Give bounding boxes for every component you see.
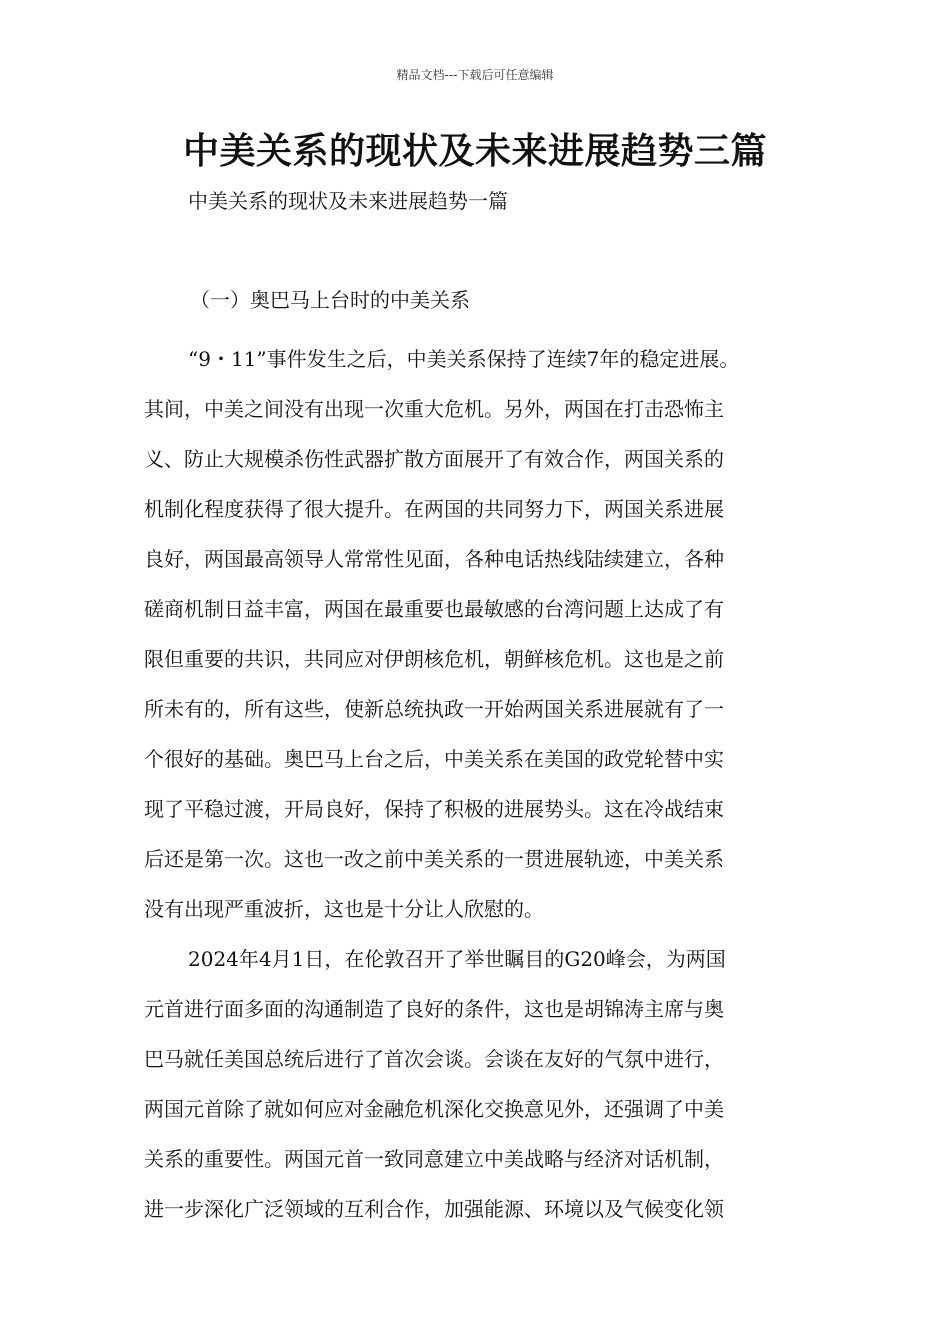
paragraph: 2024年4月1日，在伦敦召开了举世瞩目的G20峰会，为两国 元首进行面多面的沟通制造了良好的条件，这也是胡锦涛主席与奥 巴马就任美国总统后进行了首次会谈。会谈在友好的气氛中进行， 两国元首除了就如何应对金融危机深化交换意见外，还强调了中美 关系的重要性。两国元首一致同意建立中美战略与经济对话机制， 进一步深化广泛领域的互利合作，加强能源、环境以及气候变化领 bbox=[144, 947, 726, 1221]
section-heading: （一）奥巴马上台时的中美关系 bbox=[190, 288, 470, 312]
body-text bbox=[144, 334, 814, 1234]
paragraph: “9・11”事件发生之后，中美关系保持了连续7年的稳定进展。 其间，中美之间没有出现一次重大危机。另外，两国在打击恐怖主 义、防止大规模杀伤性武器扩散方面展开了有效合作，两国关系的 机制化程度获得了很大提升。在两国的共同努力下，两国关系进展 良好，两国最高领导人常常性见面，各种电话热线陆续建立，各种 磋商机制日益丰富，两国在最重要也最敏感的台湾问题上达成了有 限但重要的共识，共同应对伊朗核危机，朝鲜核危机。这也是之前 所未有的，所有这些，使新总统执政一开始两国关系进展就有了一 个很好的基础。奥巴马上台之后，中美关系在美国的政党轮替中实 现了平稳过渡，开局良好，保持了积极的进展势头。这在冷战结束 后还是第一次。这也一改之前中美关系的一贯进展轨迹，中美关系 没有出现严重波折，这也是十分让人欣慰的。 bbox=[144, 347, 740, 921]
document-subtitle: 中美关系的现状及未来进展趋势一篇 bbox=[188, 189, 508, 213]
page-header: 精品文档---下载后可任意编辑 bbox=[396, 68, 554, 82]
document-title: 中美关系的现状及未来进展趋势三篇 bbox=[182, 131, 767, 172]
